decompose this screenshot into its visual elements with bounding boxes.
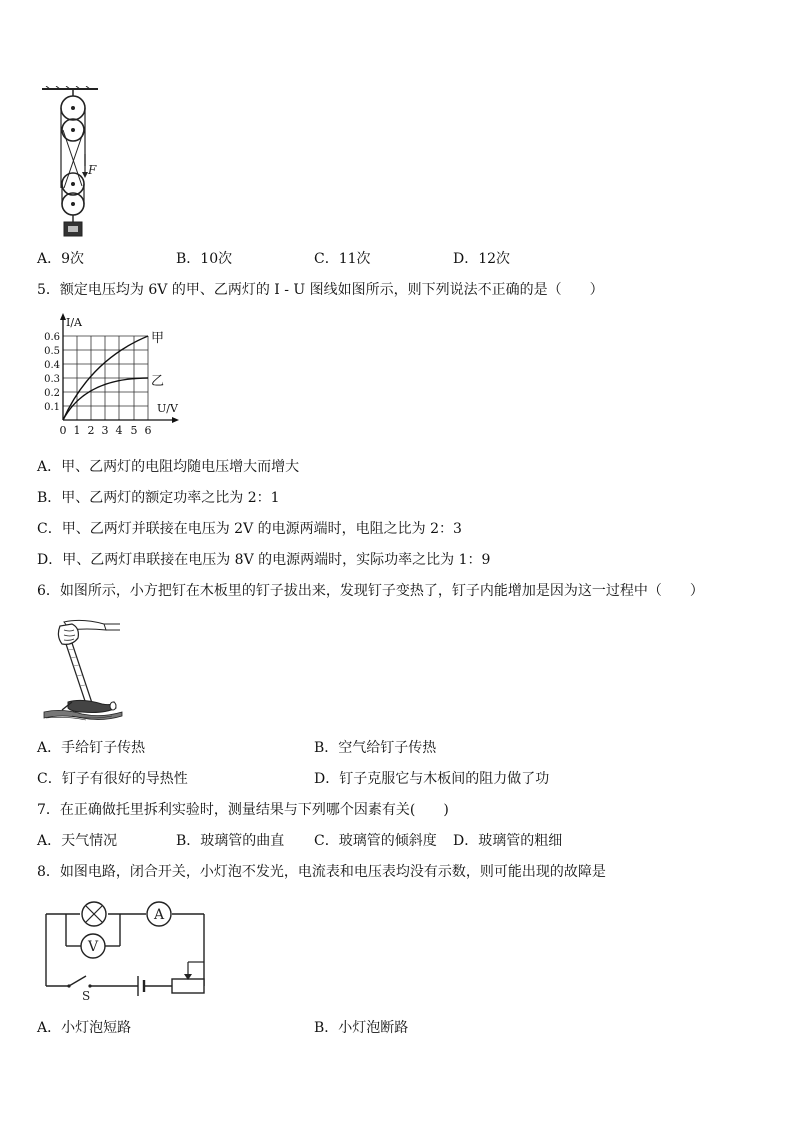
x-tick: 2 xyxy=(87,424,95,437)
q8-stem: 8．如图电路，闭合开关，小灯泡不发光，电流表和电压表均没有示数，则可能出现的故障是 xyxy=(37,864,606,880)
x-tick: 0 xyxy=(59,424,67,437)
y-tick: 0.5 xyxy=(44,346,60,357)
force-label: F xyxy=(88,163,97,177)
q7-option-b: B．玻璃管的曲直 xyxy=(176,833,285,849)
y-tick: 0.6 xyxy=(44,332,60,343)
iu-graph xyxy=(40,310,190,440)
curve-yi-label: 乙 xyxy=(151,374,165,389)
y-tick: 0.2 xyxy=(44,388,60,399)
x-tick: 5 xyxy=(130,424,138,437)
x-tick: 4 xyxy=(115,424,123,437)
q7-option-a: A．天气情况 xyxy=(37,833,118,849)
q4-option-d: D．12次 xyxy=(453,251,511,267)
switch-label: S xyxy=(82,989,91,1003)
q5-option-c: C．甲、乙两灯并联接在电压为 2V 的电源两端时，电阻之比为 2：3 xyxy=(37,521,462,537)
pulley-figure xyxy=(38,86,102,238)
q5-option-a: A．甲、乙两灯的电阻均随电压增大而增大 xyxy=(37,459,300,475)
x-tick: 3 xyxy=(101,424,109,437)
q8-option-b: B．小灯泡断路 xyxy=(314,1020,409,1036)
q7-stem: 7．在正确做托里拆利实验时，测量结果与下列哪个因素有关( ) xyxy=(37,802,449,818)
curve-jia-label: 甲 xyxy=(151,331,165,346)
x-tick: 6 xyxy=(144,424,152,437)
x-tick: 1 xyxy=(73,424,81,437)
q8-option-a: A．小灯泡短路 xyxy=(37,1020,132,1036)
q6-stem: 6．如图所示，小方把钉在木板里的钉子拔出来，发现钉子变热了，钉子内能增加是因为这一过程中（ ） xyxy=(37,583,704,599)
q6-option-d: D．钉子克服它与木板间的阻力做了功 xyxy=(314,771,550,787)
q5-option-d: D．甲、乙两灯串联接在电压为 8V 的电源两端时，实际功率之比为 1：9 xyxy=(37,552,491,568)
q4-option-a: A．9次 xyxy=(37,251,85,267)
q4-option-b: B．10次 xyxy=(176,251,233,267)
x-axis-label: U/V xyxy=(157,402,178,415)
y-tick: 0.1 xyxy=(44,402,60,413)
q7-option-c: C．玻璃管的倾斜度 xyxy=(314,833,437,849)
y-tick: 0.4 xyxy=(44,360,60,371)
q4-option-c: C．11次 xyxy=(314,251,371,267)
hammer-nail-figure xyxy=(42,616,124,724)
ammeter-label: A xyxy=(153,907,165,923)
circuit-diagram xyxy=(38,896,212,1006)
q5-stem: 5．额定电压均为 6V 的甲、乙两灯的 I - U 图线如图所示，则下列说法不正确的是（ ） xyxy=(37,282,604,298)
y-tick: 0.3 xyxy=(44,374,60,385)
y-axis-label: I/A xyxy=(66,316,82,329)
q6-option-a: A．手给钉子传热 xyxy=(37,740,146,756)
q5-option-b: B．甲、乙两灯的额定功率之比为 2：1 xyxy=(37,490,280,506)
q6-option-b: B．空气给钉子传热 xyxy=(314,740,437,756)
q7-option-d: D．玻璃管的粗细 xyxy=(453,833,563,849)
voltmeter-label: V xyxy=(87,939,99,955)
q6-option-c: C．钉子有很好的导热性 xyxy=(37,771,188,787)
